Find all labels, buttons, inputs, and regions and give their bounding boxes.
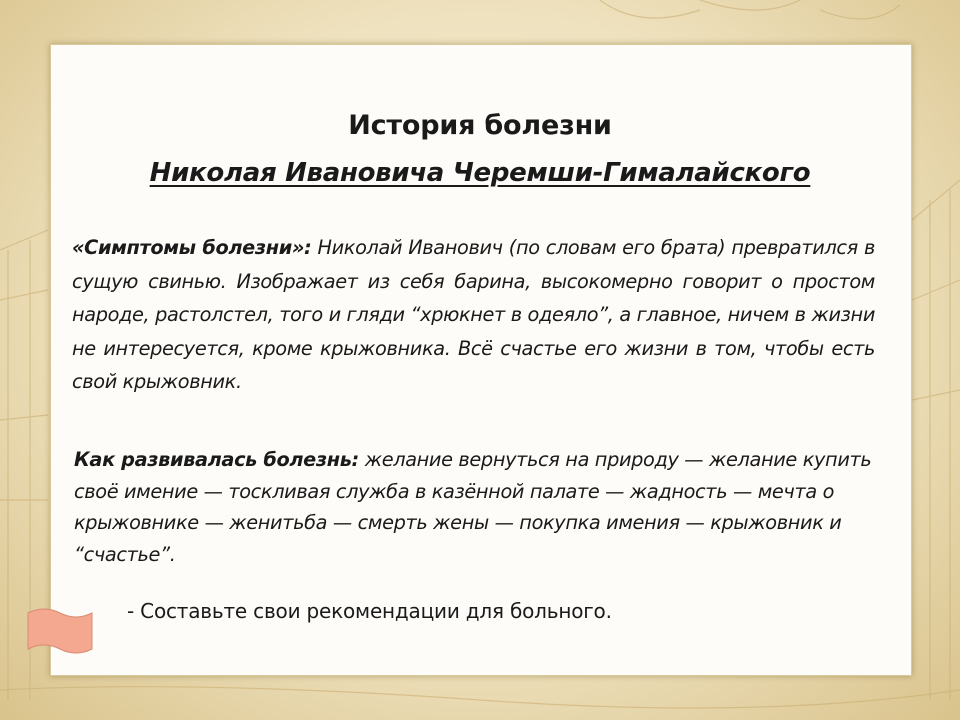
symptoms-text: Николай Иванович (по словам его брата) превратился в сущую свинью. Изображает из себя барина, высокомерно говорит о простом народе, растолстел, того и гляди “хрюкнет в одеяло”, а главное, ничем в жизни не интересуется, кроме крыжовника. Всё счастье его жизни в том, чтобы есть свой крыжовник.	[72, 236, 875, 394]
symptoms-paragraph	[72, 231, 875, 399]
task-text: - Составьте свои рекомендации для больного.	[127, 599, 612, 623]
slide-title: История болезни	[348, 110, 612, 141]
development-paragraph	[74, 444, 894, 570]
development-lead: Как развивалась болезнь:	[74, 448, 359, 471]
slide-subtitle: Николая Ивановича Черемши-Гималайского	[149, 158, 811, 188]
symptoms-lead: «Симптомы болезни»:	[72, 236, 312, 259]
development-text: желание вернуться на природу — желание купить своё имение — тоскливая служба в казённой палате — жадность — мечта о крыжовнике — женитьба — смерть жены — покупка имения — крыжовник и “счастье”.	[74, 448, 872, 566]
flag-icon	[24, 603, 96, 659]
